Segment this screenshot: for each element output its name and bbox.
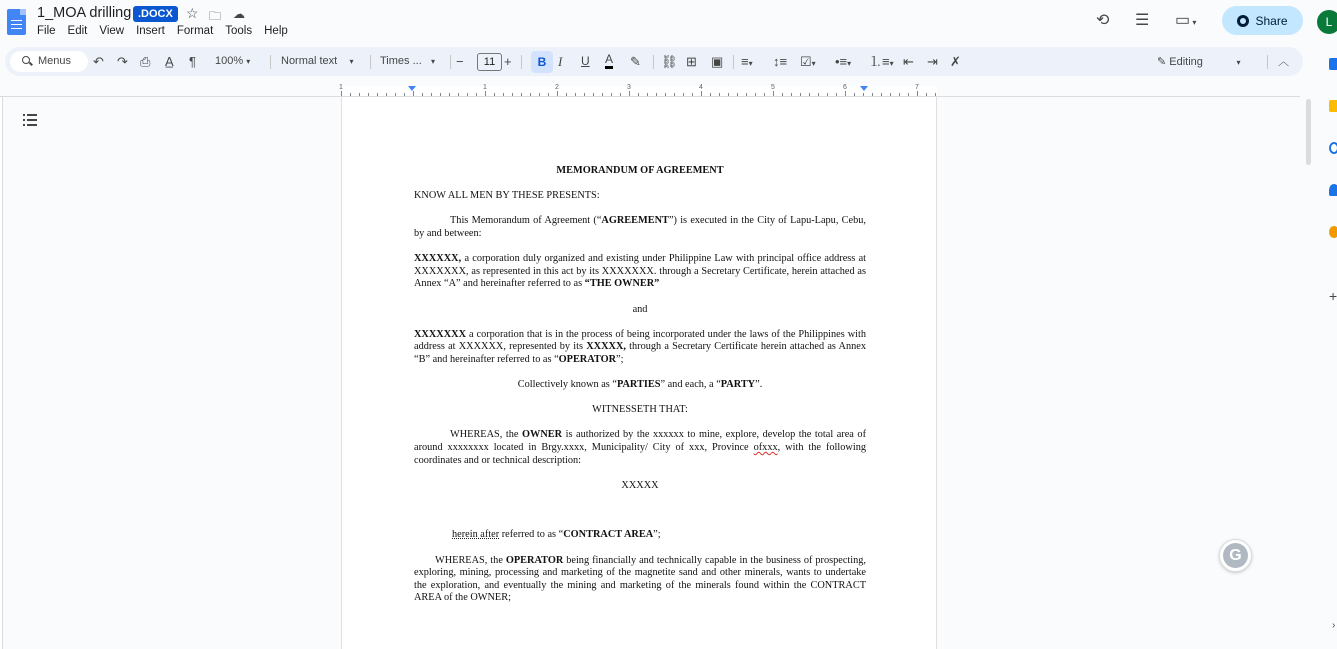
doc-text-bold: XXXXXX,	[414, 253, 462, 265]
insert-image-icon[interactable]: ▣	[711, 54, 724, 69]
search-icon	[22, 56, 30, 64]
menu-insert[interactable]: Insert	[136, 25, 165, 37]
doc-intro	[414, 215, 866, 240]
doc-text: Collectively known as “	[517, 379, 617, 391]
numbered-list-icon[interactable]: ⒈≡▾	[869, 54, 894, 69]
ruler-number: 5	[771, 84, 775, 91]
spellcheck-icon[interactable]: A̲	[165, 54, 174, 69]
right-indent-marker[interactable]	[860, 86, 868, 91]
doc-text: ”) is executed in the City of Lapu-Lapu, Cebu, by and between:	[414, 215, 866, 239]
decrease-indent-icon[interactable]: ⇤	[903, 54, 914, 69]
doc-and: and	[632, 303, 648, 315]
file-type-badge: .DOCX	[133, 6, 178, 22]
editing-mode-value: Editing	[1169, 56, 1203, 68]
paint-format-icon[interactable]: ¶	[189, 54, 196, 69]
doc-operator-paragraph	[414, 329, 866, 367]
doc-owner-paragraph	[414, 253, 866, 291]
print-icon[interactable]: ⎙	[140, 54, 151, 69]
move-folder-icon[interactable]: 🗀	[209, 9, 222, 23]
decrease-font-size-icon[interactable]: −	[456, 54, 464, 69]
paragraph-style-select[interactable]: Normal text ▾	[281, 55, 354, 67]
ruler-number: 2	[555, 84, 559, 91]
left-indent-marker[interactable]	[408, 86, 416, 91]
horizontal-ruler[interactable]	[341, 86, 937, 96]
bulleted-list-icon[interactable]: •≡▾	[835, 54, 852, 69]
increase-indent-icon[interactable]: ⇥	[927, 54, 938, 69]
document-outline-icon[interactable]	[23, 113, 37, 127]
zoom-value: 100%	[215, 55, 244, 67]
font-value: Times ...	[380, 55, 422, 67]
document-body[interactable]	[414, 165, 866, 605]
toolbar-divider	[270, 55, 271, 69]
redo-icon[interactable]: ↷	[117, 54, 128, 69]
text-color-button[interactable]: A	[605, 53, 613, 69]
doc-coordinates: XXXXX	[621, 479, 659, 491]
font-size-input[interactable]: 11	[477, 53, 502, 71]
bold-button[interactable]: B	[531, 51, 553, 73]
editing-mode-select[interactable]: ✎ Editing ▾	[1157, 56, 1241, 68]
hide-panel-icon[interactable]: ›	[1332, 620, 1336, 631]
doc-whereas-operator	[414, 555, 866, 605]
ruler-number: 4	[699, 84, 703, 91]
menu-bar	[37, 25, 288, 37]
doc-text-bold: PARTIES	[616, 379, 661, 391]
doc-text-bold: OPERATOR	[558, 353, 617, 365]
doc-text-bold: “THE OWNER”	[584, 278, 660, 290]
document-page[interactable]	[341, 97, 937, 649]
toolbar-divider	[370, 55, 371, 69]
spelling-error[interactable]: ofxxx	[753, 442, 778, 454]
increase-font-size-icon[interactable]: +	[504, 54, 512, 69]
clear-formatting-icon[interactable]: ✗	[950, 54, 961, 69]
doc-text: WHEREAS, the	[450, 429, 523, 441]
doc-text-bold: OPERATOR	[505, 554, 564, 566]
checklist-icon[interactable]: ☑▾	[800, 54, 816, 69]
keep-icon[interactable]	[1329, 100, 1337, 112]
doc-text: a corporation that is in the process of being incorporated under the laws of the Philippines with address at XXXXXX, represented by its	[414, 328, 866, 353]
doc-text: a corporation duly organized and existing under Philippine Law with principal office address at XXXXXXX, as represented in this act by its XXXXXXX. through a Secretary Certificate, herein attached as Annex “A” and hereinafter referred to as	[414, 253, 866, 290]
calendar-icon[interactable]	[1329, 58, 1337, 70]
grammarly-button[interactable]	[1219, 539, 1252, 572]
scrollbar-thumb[interactable]	[1306, 99, 1311, 165]
menu-edit[interactable]: Edit	[67, 25, 88, 37]
doc-text: through a Secretary Certificate herein attached as Annex “B” and hereinafter referred to as “	[414, 341, 866, 365]
doc-text: is authorized by the xxxxxx to mine, explore, develop the total area of around xxxxxxxx located in Brgy.xxxx, Municipality/ City of xxx, Province	[414, 429, 866, 454]
doc-text: being financially and technically capable in the business of prospecting, exploring, mining, processing and marketing of the magnetite sand and other minerals, wants to undertake the exploration, and eventually the mining and marketing of the minerals found within the CONTRACT AREA of the OWNER;	[414, 554, 866, 604]
doc-contract-area	[414, 529, 866, 542]
doc-text-bold: CONTRACT AREA	[563, 529, 654, 541]
pencil-icon: ✎	[1157, 56, 1167, 68]
toolbar-divider	[1267, 55, 1268, 69]
doc-text-bold: AGREEMENT	[601, 215, 669, 227]
doc-text: ” and each, a “	[660, 379, 721, 391]
doc-text-bold: OWNER	[522, 429, 563, 441]
zoom-select[interactable]: 100% ▾	[215, 55, 251, 67]
toolbar-divider	[733, 55, 734, 69]
font-select[interactable]: Times ... ▾	[380, 55, 435, 67]
menu-help[interactable]: Help	[264, 25, 288, 37]
add-on-plus-icon[interactable]: +	[1329, 288, 1337, 304]
italic-button[interactable]: I	[558, 54, 563, 69]
doc-text: referred to as “	[499, 529, 564, 541]
toolbar-divider	[653, 55, 654, 69]
toolbar-divider	[521, 55, 522, 69]
undo-icon[interactable]: ↶	[93, 54, 104, 69]
maps-icon[interactable]	[1329, 226, 1337, 238]
app-header	[0, 0, 1337, 46]
doc-text: ”.	[755, 379, 763, 391]
tasks-icon[interactable]	[1329, 142, 1337, 154]
underline-button[interactable]: U	[581, 54, 590, 68]
ruler-number: 6	[843, 84, 847, 91]
document-title[interactable]: 1_MOA drilling	[37, 5, 132, 21]
menu-file[interactable]: File	[37, 25, 56, 37]
contacts-icon[interactable]	[1329, 184, 1337, 196]
grammarly-icon: G	[1223, 543, 1248, 568]
search-menus-label: Menus	[38, 55, 72, 67]
menu-format[interactable]: Format	[176, 25, 214, 37]
ruler-number: 3	[627, 84, 631, 91]
doc-whereas-owner	[414, 429, 866, 467]
toolbar	[5, 47, 1303, 76]
avatar[interactable]: L	[1317, 10, 1337, 34]
search-menus-input[interactable]	[10, 51, 88, 72]
paragraph-style-value: Normal text	[281, 55, 338, 67]
doc-witnesseth: WITNESSETH THAT:	[592, 404, 688, 416]
share-button[interactable]	[1222, 6, 1303, 35]
align-icon[interactable]: ≡▾	[741, 54, 753, 69]
meet-video-icon[interactable]: ▭ ▾	[1175, 12, 1197, 29]
version-history-icon[interactable]: ⟲	[1096, 12, 1110, 29]
doc-text: This Memorandum of Agreement (“	[450, 215, 602, 227]
grammar-suggestion[interactable]: herein after	[452, 529, 500, 541]
share-label: Share	[1255, 13, 1288, 28]
ruler-number: 1	[339, 84, 343, 91]
toolbar-divider	[450, 55, 451, 69]
comments-icon[interactable]: ☰	[1135, 12, 1150, 29]
collapse-toolbar-icon[interactable]: ︿	[1278, 56, 1289, 68]
docs-logo-icon[interactable]	[7, 9, 26, 35]
cloud-status-icon[interactable]: ☁	[233, 7, 245, 21]
doc-text: , with the following coordinates and or technical description:	[414, 442, 867, 466]
side-panel	[1320, 48, 1337, 649]
doc-text-bold: XXXXXXX	[414, 328, 467, 340]
star-icon[interactable]: ☆	[186, 5, 199, 21]
vertical-ruler[interactable]	[0, 97, 3, 649]
ruler-number: 7	[915, 84, 919, 91]
insert-comment-icon[interactable]: ⊞	[686, 54, 697, 69]
ruler-number: 1	[483, 84, 487, 91]
doc-text-bold: PARTY	[720, 379, 756, 391]
doc-text-bold: XXXXX,	[586, 341, 626, 353]
doc-text: ”;	[653, 529, 661, 541]
menu-view[interactable]: View	[99, 25, 125, 37]
insert-link-icon[interactable]: ⛓	[661, 54, 678, 69]
line-spacing-icon[interactable]: ↕≡	[773, 54, 788, 69]
doc-know-all: KNOW ALL MEN BY THESE PRESENTS:	[414, 190, 600, 202]
doc-collectively	[414, 379, 866, 392]
globe-icon	[1237, 15, 1249, 27]
doc-heading: MEMORANDUM OF AGREEMENT	[556, 165, 724, 176]
highlight-icon[interactable]: ✎	[630, 54, 641, 69]
doc-text: WHEREAS, the	[435, 554, 506, 566]
doc-text: ”;	[616, 353, 624, 365]
menu-tools[interactable]: Tools	[225, 25, 253, 37]
